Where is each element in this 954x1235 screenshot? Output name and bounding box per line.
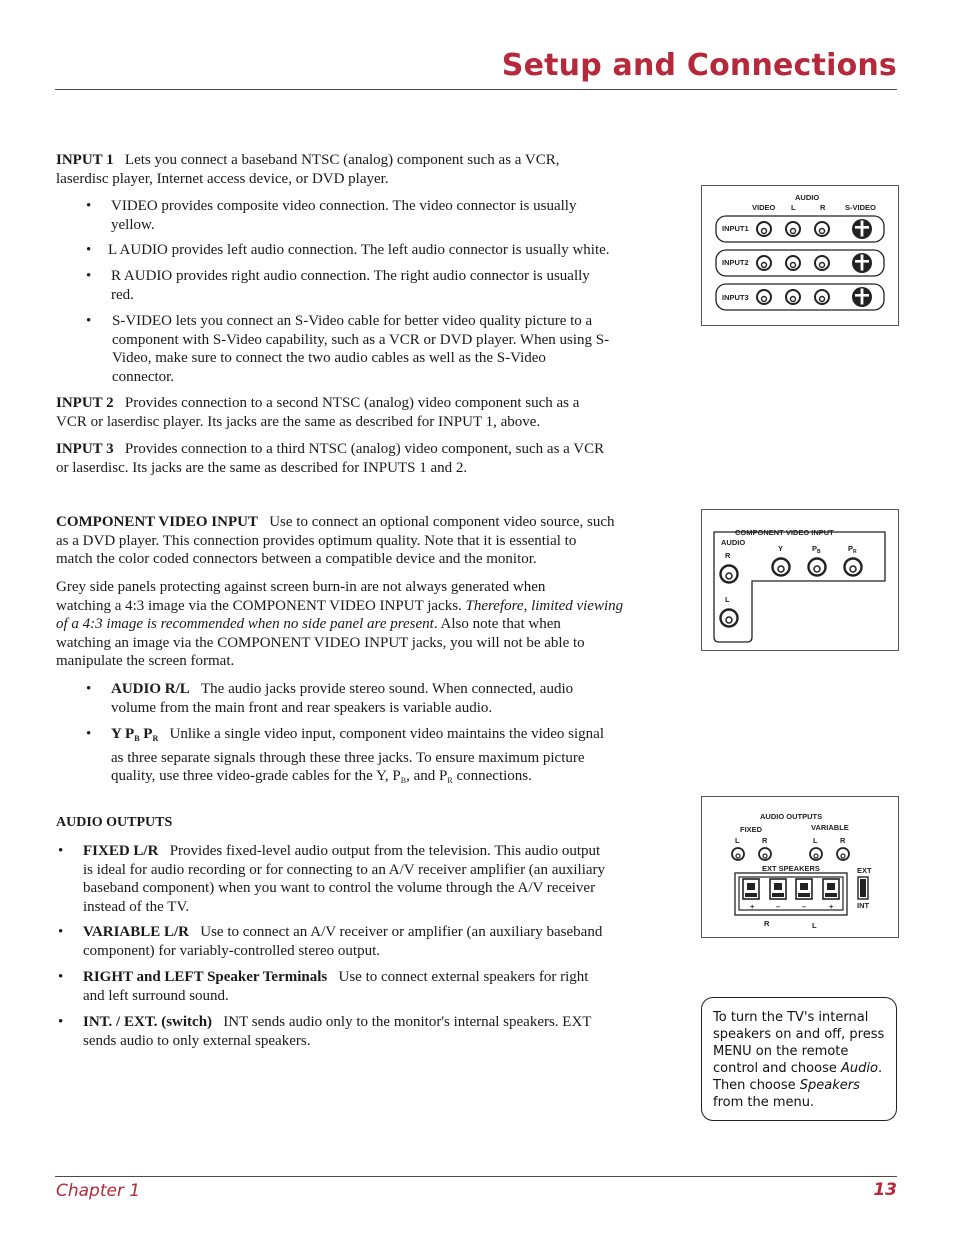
inputs-panel-diagram bbox=[701, 185, 899, 326]
rca-jack-icon bbox=[810, 848, 822, 860]
component-pr-label: $P_R$ bbox=[848, 544, 857, 555]
speaker-terminal-icon bbox=[743, 879, 759, 899]
component-paragraph: COMPONENT VIDEO INPUT Use to connect an optional component video source, such as a DVD player. This connection provides optimum quality. Note that it is essential to match the color coded connectors between a compatible device and the monitor. bbox=[56, 514, 615, 568]
rca-jack-icon bbox=[773, 559, 790, 576]
audio-panel-fixed-label: FIXED bbox=[740, 825, 763, 834]
inputs-audio-label: AUDIO bbox=[795, 193, 820, 202]
switch-int-label: INT bbox=[857, 901, 870, 910]
input2-row-label: INPUT2 bbox=[722, 258, 749, 267]
svideo-jack-icon bbox=[852, 219, 872, 239]
rca-jack-icon bbox=[815, 290, 829, 304]
component-term: COMPONENT VIDEO INPUT bbox=[56, 514, 258, 530]
rca-jack-icon bbox=[786, 256, 800, 270]
input3-term: INPUT 3 bbox=[56, 441, 114, 457]
input1-text2: laserdisc player, Internet access device, or DVD player. bbox=[56, 170, 389, 187]
component-r-label: R bbox=[725, 551, 731, 560]
header-rule bbox=[55, 89, 897, 90]
rca-jack-icon bbox=[815, 222, 829, 236]
input2-paragraph: INPUT 2 Provides connection to a second NTSC (analog) video component such as a VCR or laserdisc player. Its jacks are the same as described for INPUT 1, above. bbox=[56, 395, 580, 430]
rca-jack-icon bbox=[759, 848, 771, 860]
svg-text:+: + bbox=[829, 902, 834, 911]
svideo-jack-icon bbox=[852, 253, 872, 273]
switch-ext-label: EXT bbox=[857, 866, 872, 875]
rca-jack-icon bbox=[809, 559, 826, 576]
input1-paragraph bbox=[56, 151, 676, 188]
rca-jack-icon bbox=[721, 566, 738, 583]
inputs-l-label: L bbox=[791, 203, 796, 212]
rca-jack-icon bbox=[757, 290, 771, 304]
rca-jack-icon bbox=[757, 256, 771, 270]
rca-jack-icon bbox=[837, 848, 849, 860]
rca-jack-icon bbox=[845, 559, 862, 576]
svideo-jack-icon bbox=[852, 287, 872, 307]
inputs-svideo-label: S-VIDEO bbox=[845, 203, 876, 212]
input2-term: INPUT 2 bbox=[56, 395, 114, 411]
speaker-terminal-block bbox=[735, 873, 847, 915]
component-y-label: Y bbox=[778, 544, 784, 553]
rca-jack-icon bbox=[721, 610, 738, 627]
rca-jack-icon bbox=[757, 222, 771, 236]
audio-outputs-heading: AUDIO OUTPUTS bbox=[56, 815, 173, 830]
component-panel-diagram bbox=[701, 509, 899, 651]
rca-jack-icon bbox=[786, 290, 800, 304]
speakers-tip-note: To turn the TV's internal speakers on and off, press MENU on the remote control and choose Audio. Then choose Speakers from the menu. bbox=[701, 997, 897, 1121]
int-ext-switch-icon bbox=[858, 877, 868, 899]
svg-text:R: R bbox=[762, 836, 768, 845]
input3-row bbox=[716, 284, 884, 310]
footer-chapter: Chapter 1 bbox=[56, 1181, 141, 1201]
component-l-label: L bbox=[725, 595, 730, 604]
input3-row-label: INPUT3 bbox=[722, 293, 749, 302]
svg-text:L: L bbox=[735, 836, 740, 845]
audio-panel-title: AUDIO OUTPUTS bbox=[760, 812, 823, 821]
input2-row bbox=[716, 250, 884, 276]
rca-jack-icon bbox=[815, 256, 829, 270]
svg-text:+: + bbox=[750, 902, 755, 911]
svg-text:–: – bbox=[776, 902, 781, 911]
svg-text:R: R bbox=[764, 919, 770, 928]
input1-text: Lets you connect a baseband NTSC (analog) component such as a VCR, bbox=[124, 152, 560, 168]
rca-jack-icon bbox=[786, 222, 800, 236]
speaker-terminal-icon bbox=[796, 879, 812, 899]
audio-panel-variable-label: VARIABLE bbox=[811, 823, 849, 832]
speaker-terminal-icon bbox=[823, 879, 839, 899]
input1-row bbox=[716, 216, 884, 242]
ext-speakers-label: EXT SPEAKERS bbox=[762, 864, 820, 873]
speaker-terminal-icon bbox=[770, 879, 786, 899]
component-burn-in-paragraph: Grey side panels protecting against screen burn-in are not always generated when watching a 4:3 image via the COMPONENT VIDEO INPUT jacks. Therefore, limited viewing of a 4:3 image is recommended when no side panel are present. Also note that when watching an image via the COMPONENT VIDEO INPUT jacks, you will not be able to manipulate the screen format. bbox=[56, 579, 624, 670]
input1-term: INPUT 1 bbox=[56, 152, 114, 168]
rca-jack-icon bbox=[732, 848, 744, 860]
page-title: Setup and Connections bbox=[501, 48, 897, 83]
audio-outputs-panel-diagram bbox=[701, 796, 899, 938]
input1-row-label: INPUT1 bbox=[722, 224, 749, 233]
component-audio-label: AUDIO bbox=[721, 538, 746, 547]
component-pb-label: $P_B$ bbox=[812, 544, 821, 555]
svg-text:L: L bbox=[812, 921, 817, 930]
inputs-video-label: VIDEO bbox=[752, 203, 776, 212]
component-title-label: COMPONENT VIDEO INPUT bbox=[735, 528, 834, 537]
footer-rule bbox=[55, 1176, 897, 1177]
svg-text:–: – bbox=[802, 902, 807, 911]
inputs-r-label: R bbox=[820, 203, 826, 212]
page-number: 13 bbox=[873, 1180, 897, 1200]
svg-text:L: L bbox=[813, 836, 818, 845]
input3-paragraph: INPUT 3 Provides connection to a third NTSC (analog) video component, such as a VCR or laserdisc. Its jacks are the same as described for INPUTS 1 and 2. bbox=[56, 441, 605, 476]
svg-text:R: R bbox=[840, 836, 846, 845]
